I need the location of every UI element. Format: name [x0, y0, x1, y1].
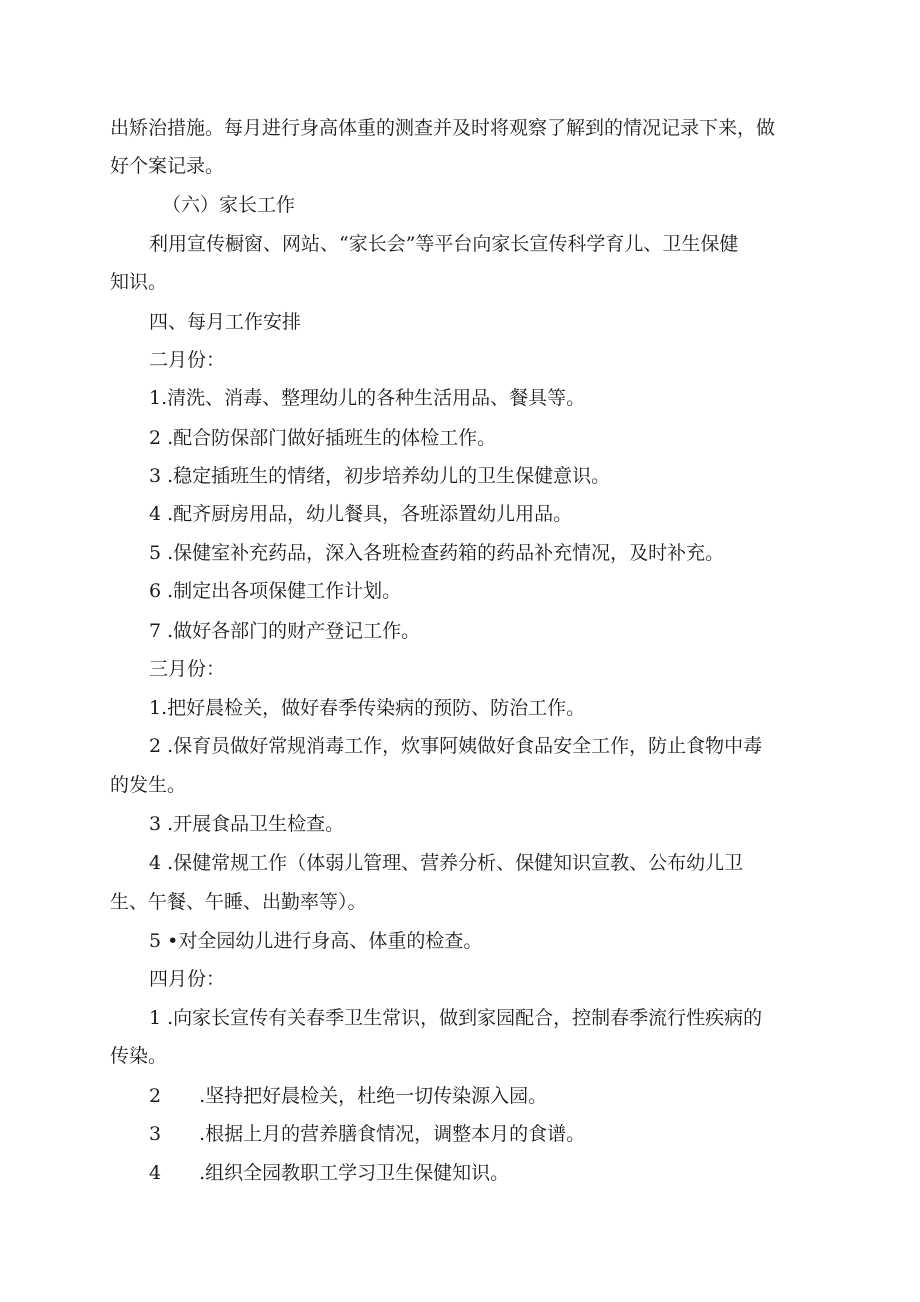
- list-item-continuation: 传染。: [110, 1045, 168, 1067]
- list-item: 6 .制定出各项保健工作计划。: [149, 580, 402, 602]
- month-heading: 四月份：: [149, 968, 226, 990]
- list-item: 2 .坚持把好晨检关，杜绝一切传染源入园。: [149, 1085, 548, 1107]
- list-item: 2 .配合防保部门做好插班生的体检工作。: [149, 427, 497, 449]
- list-item-continuation: 生、午餐、午睡、出勤率等）。: [110, 891, 367, 913]
- month-heading: 三月份：: [149, 658, 226, 680]
- list-item: 4 .保健常规工作（体弱儿管理、营养分析、保健知识宣教、公布幼儿卫: [149, 852, 744, 874]
- list-item: 1 .向家长宣传有关春季卫生常识，做到家园配合，控制春季流行性疾病的: [149, 1007, 763, 1029]
- section-heading: （六）家长工作: [162, 194, 296, 216]
- list-item: 5 •对全园幼儿进行身高、体重的检查。: [149, 930, 483, 952]
- list-item: 2 .保育员做好常规消毒工作，炊事阿姨做好食品安全工作，防止食物中毒: [149, 735, 763, 757]
- list-item: 1.清洗、消毒、整理幼儿的各种生活用品、餐具等。: [149, 387, 586, 409]
- list-item: 5 .保健室补充药品，深入各班检查药箱的药品补充情况，及时补充。: [149, 542, 725, 564]
- paragraph-line: 好个案记录。: [110, 155, 225, 177]
- list-item: 3 .根据上月的营养膳食情况，调整本月的食谱。: [149, 1123, 586, 1145]
- list-item: 4 .组织全园教职工学习卫生保健知识。: [149, 1162, 510, 1184]
- list-item: 4 .配齐厨房用品，幼儿餐具，各班添置幼儿用品。: [149, 503, 573, 525]
- list-item: 3 .稳定插班生的情绪，初步培养幼儿的卫生保健意识。: [149, 465, 611, 487]
- paragraph-line: 出矫治措施。每月进行身高体重的测查并及时将观察了解到的情况记录下来，做: [110, 117, 776, 139]
- list-item-continuation: 的发生。: [110, 774, 187, 796]
- list-item: 1.把好晨检关，做好春季传染病的预防、防治工作。: [149, 697, 586, 719]
- month-heading: 二月份：: [149, 349, 226, 371]
- paragraph-line: 知识。: [110, 271, 168, 293]
- paragraph-line: 利用宣传橱窗、网站、“家长会”等平台向家长宣传科学育儿、卫生保健: [149, 233, 739, 255]
- list-item: 7 .做好各部门的财产登记工作。: [149, 620, 421, 642]
- section-heading: 四、每月工作安排: [149, 311, 302, 333]
- list-item: 3 .开展食品卫生检查。: [149, 813, 345, 835]
